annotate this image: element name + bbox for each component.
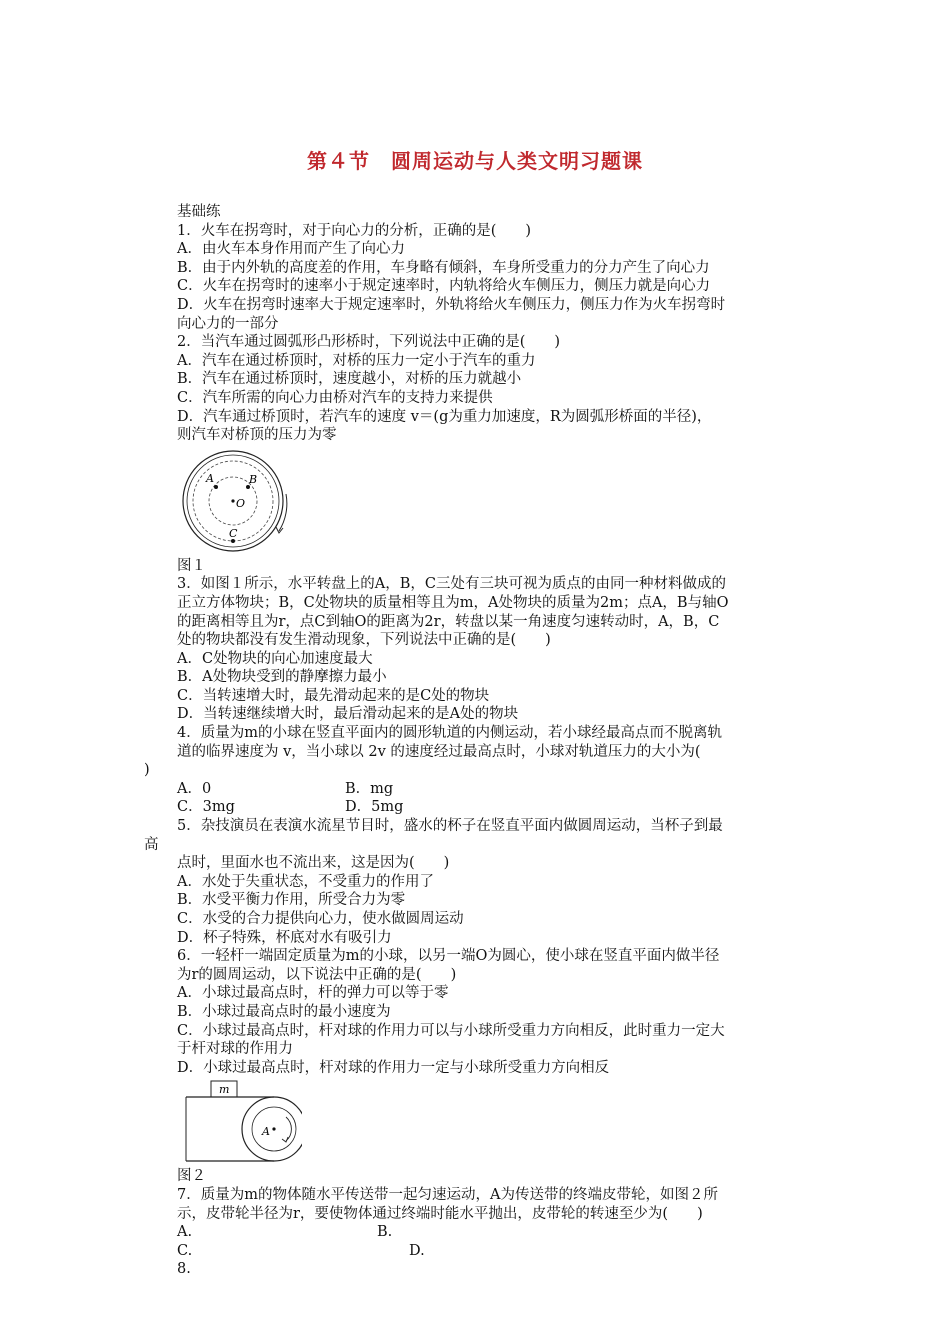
q7-options-row-2 [144,1242,808,1261]
q3-option-c: C．当转速增大时，最先滑动起来的是C处的物块 [177,687,490,704]
axis-point-o [231,499,234,502]
q7-option-a: A. [177,1224,193,1241]
q5-option-d: D．杯子特殊，杯底对水有吸引力 [177,929,392,946]
q2-option-d: D．汽车通过桥顶时，若汽车的速度 v＝(g为重力加速度，R为圆弧形桥面的半径)， [177,408,712,425]
q1-option-c: C．火车在拐弯时的速率小于规定速率时，内轨将给火车侧压力，侧压力就是向心力 [177,278,711,295]
q1-option-d: D．火车在拐弯时速率大于规定速率时，外轨将给火车侧压力，侧压力作为火车拐弯时 [177,296,726,313]
block-a [214,485,218,489]
q3-option-a: A．C处物块的向心加速度最大 [177,650,373,667]
q3-stem-2: 正立方体物块；B，C处物块的质量相等且为m，A处物块的质量为2m；点A，B与轴O [177,594,729,611]
q4-option-d: D．5mg [345,799,404,816]
exercise-content [144,203,808,1279]
q3-stem-4: 处的物块都没有发生滑动现象，下列说法中正确的是( ) [177,632,551,649]
q4-options-row-2 [144,798,808,817]
label-a: A [262,1125,270,1139]
figure-2-conveyor [144,1079,808,1167]
q1-option-a: A．由火车本身作用而产生了向心力 [177,241,405,258]
q4-option-b: B．mg [345,780,394,797]
q7-option-d: D. [409,1242,425,1259]
figure-1-turntable [144,449,808,557]
q5-option-a: A．水处于失重状态，不受重力的作用了 [177,873,434,890]
q5-stem-2: 高 [144,836,159,853]
q4-stem-2: 道的临界速度为 v，当小球以 2v 的速度经过最高点时，小球对轨道压力的大小为( [177,743,701,760]
q8-stem: 8. [177,1261,191,1278]
q5-stem-3: 点时，里面水也不流出来，这是因为( ) [177,855,450,872]
q3-option-d: D．当转速继续增大时，最后滑动起来的是A处的物块 [177,706,519,723]
q4-option-c: C．3mg [177,799,235,816]
label-a: A [206,471,214,485]
q3-option-b: B．A处物块受到的静摩擦力最小 [177,669,387,686]
q5-option-b: B．水受平衡力作用，所受合力为零 [177,892,406,909]
q6-option-c-cont: 于杆对球的作用力 [177,1041,293,1058]
q6-option-c: C．小球过最高点时，杆对球的作用力可以与小球所受重力方向相反，此时重力一定大 [177,1022,725,1039]
q2-option-c: C．汽车所需的向心力由桥对汽车的支持力来提供 [177,389,493,406]
q4-stem-3: ) [144,762,150,779]
pulley-rotation-arrow [286,1117,291,1141]
label-o: O [236,496,246,510]
q7-stem-2: 示，皮带轮半径为r，要使物体通过终端时能水平抛出，皮带轮的转速至少为( ) [177,1205,703,1222]
q1-stem: 1．火车在拐弯时，对于向心力的分析，正确的是( ) [177,222,532,239]
q1-option-d-cont: 向心力的一部分 [177,315,279,332]
q2-stem: 2．当汽车通过圆弧形凸形桥时，下列说法中正确的是( ) [177,334,561,351]
q7-option-c: C. [177,1242,193,1259]
page-title: 第４节 圆周运动与人类文明习题课 [307,149,643,173]
q7-options-row-1 [144,1223,808,1242]
q2-option-d-cont: 则汽车对桥顶的压力为零 [177,427,337,444]
figure-1-caption: 图１ [177,557,206,574]
q4-option-a: A．0 [177,780,212,797]
pulley-a [242,1097,302,1161]
label-m: m [219,1083,230,1097]
q2-option-b: B．汽车在通过桥顶时，速度越小，对桥的压力就越小 [177,371,522,388]
q5-stem-1: 5．杂技演员在表演水流星节目时，盛水的杯子在竖直平面内做圆周运动，当杯子到最 [177,818,723,835]
q6-stem-2: 为r的圆周运动，以下说法中正确的是( ) [177,966,457,983]
turntable-diagram [179,449,299,555]
q5-option-c: C．水受的合力提供向心力，使水做圆周运动 [177,911,464,927]
q4-options-row-1 [144,780,808,799]
label-b: B [249,472,258,486]
conveyor-diagram [182,1079,302,1165]
q6-option-a: A．小球过最高点时，杆的弹力可以等于零 [177,985,449,1002]
q6-option-d: D．小球过最高点时，杆对球的作用力一定与小球所受重力方向相反 [177,1059,610,1076]
q4-stem-1: 4．质量为m的小球在竖直平面内的圆形轨道的内侧运动，若小球经最高点而不脱离轨 [177,725,722,742]
figure-2-caption: 图２ [177,1168,206,1185]
section-heading: 基础练 [177,204,221,220]
q1-option-b: B．由于内外轨的高度差的作用，车身略有倾斜，车身所受重力的分力产生了向心力 [177,259,710,276]
q6-option-b: B．小球过最高点时的最小速度为 [177,1003,391,1020]
q3-stem-3: 的距离相等且为r，点C到轴O的距离为2r，转盘以某一角速度匀速转动时，A，B，C [177,613,720,630]
q7-stem-1: 7．质量为m的物体随水平传送带一起匀速运动，A为传送带的终端皮带轮，如图２所 [177,1186,718,1203]
q7-option-b: B. [377,1224,393,1241]
q2-option-a: A．汽车在通过桥顶时，对桥的压力一定小于汽车的重力 [177,352,536,369]
q3-stem-1: 3．如图１所示，水平转盘上的A，B，C三处有三块可视为质点的由同一种材料做成的 [177,576,726,593]
q6-stem-1: 6．一轻杆一端固定质量为m的小球，以另一端O为圆心，使小球在竖直平面内做半径 [177,948,720,965]
label-c: C [229,526,238,540]
